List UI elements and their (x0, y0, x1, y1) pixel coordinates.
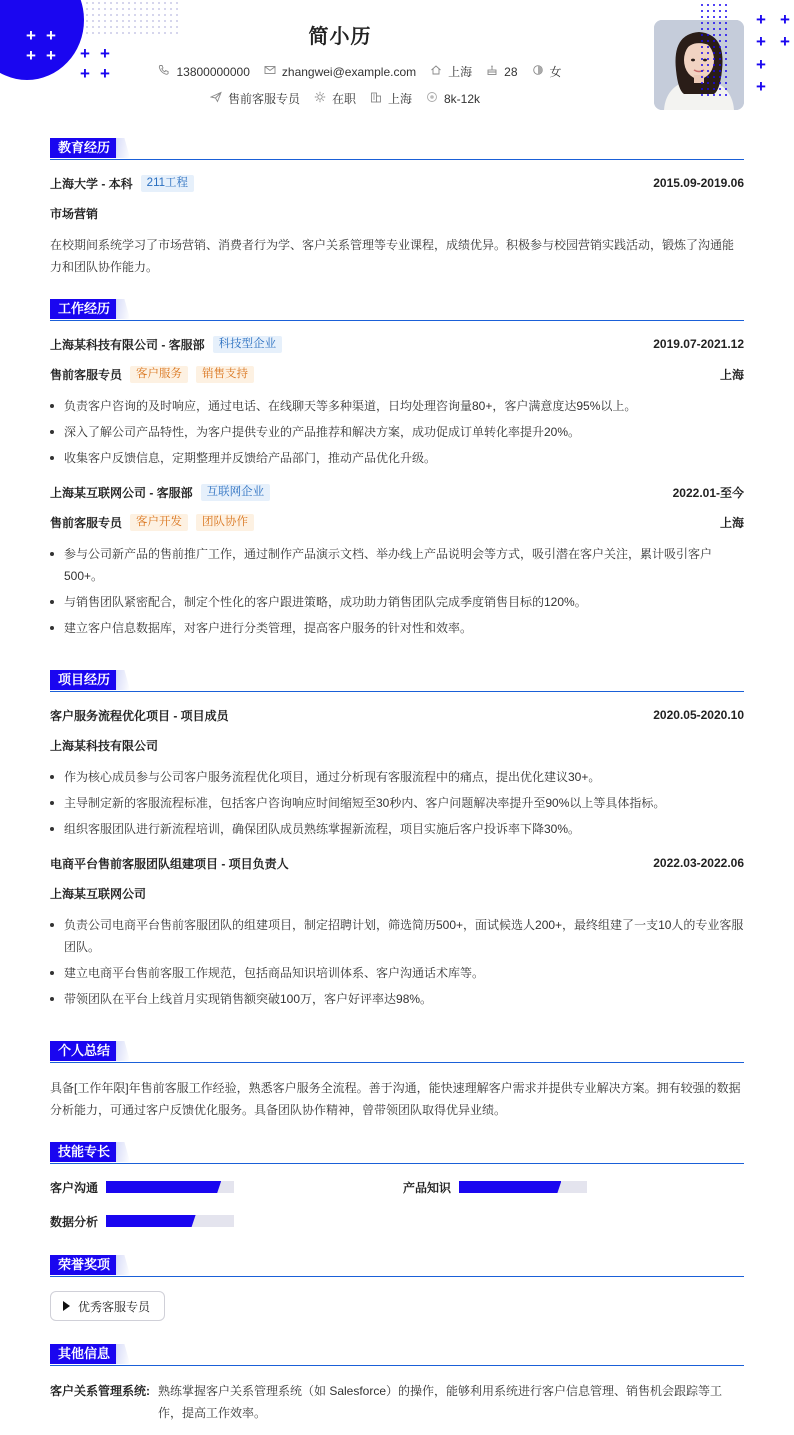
info-item (430, 63, 472, 80)
project-name-group (50, 855, 289, 872)
work-header-row (50, 483, 744, 501)
skill-bar (106, 1181, 234, 1193)
education-date: 2015.09-2019.06 (653, 176, 744, 190)
phone-icon (158, 64, 170, 79)
work-header-row (50, 335, 744, 353)
project-header-row (50, 854, 744, 872)
skill-bar (106, 1215, 234, 1227)
gender-icon (532, 64, 544, 79)
skill-bar-fill (459, 1181, 561, 1193)
project-name: 客户服务流程优化项目 - 项目成员 (50, 708, 229, 723)
avatar (654, 20, 744, 110)
plus-icon: + (756, 55, 766, 74)
skill-bar-fill (106, 1215, 196, 1227)
project-company-row (50, 736, 744, 754)
list-item: 作为核心成员参与公司客户服务流程优化项目，通过分析现有客服流程中的痛点，提出优化建议30+。 (50, 766, 744, 788)
dot-pattern (701, 4, 727, 96)
project-name-group (50, 707, 229, 724)
plus-icon: + (100, 44, 110, 63)
skill-tag: 客户开发 (130, 514, 188, 531)
work-company-group (50, 336, 282, 353)
other-value: 熟练掌握客户关系管理系统（如 Salesforce）的操作，能够利用系统进行客户信息管理、销售机会跟踪等工作，提高工作效率。 (158, 1384, 723, 1420)
list-item: 负责客户咨询的及时响应，通过电话、在线聊天等多种渠道，日均处理咨询量80+，客户满意度达95%以上。 (50, 395, 744, 417)
project-entry (50, 854, 744, 1010)
skill-name: 客户沟通 (50, 1180, 99, 1195)
list-item: 建立电商平台售前客服工作规范，包括商品知识培训体系、客户沟通话术库等。 (50, 962, 744, 984)
section-title: 工作经历 (50, 299, 118, 319)
resume-header (0, 0, 794, 120)
section-title: 其他信息 (50, 1344, 118, 1364)
info-text: 8k-12k (444, 91, 481, 106)
project-date: 2022.03-2022.06 (653, 856, 744, 870)
work-entry (50, 483, 744, 639)
project-company: 上海某互联网公司 (50, 886, 147, 901)
info-item (264, 64, 416, 79)
company-name: 上海某科技有限公司 - 客服部 (50, 337, 205, 352)
plus-icon: + (756, 77, 766, 96)
plus-icon: + (26, 46, 36, 65)
skill-bar (459, 1181, 587, 1193)
project-company-row (50, 884, 744, 902)
list-item: 负责公司电商平台售前客服团队的组建项目，制定招聘计划，筛选简历500+，面试候选人200+，最终组建了一支10人的专业客服团队。 (50, 914, 744, 958)
mail-icon (264, 64, 276, 79)
work-role-row (50, 513, 744, 531)
job-intent-row (0, 90, 680, 107)
section-title: 荣誉奖项 (50, 1255, 118, 1275)
school-name: 上海大学 - 本科 (50, 176, 133, 191)
work-city: 上海 (719, 367, 744, 382)
info-item (486, 64, 517, 79)
list-item: 深入了解公司产品特性，为客户提供专业的产品推荐和解决方案，成功促成订单转化率提升20%。 (50, 421, 744, 443)
project-company-group (50, 737, 158, 754)
company-name: 上海某互联网公司 - 客服部 (50, 485, 193, 500)
home-icon (430, 64, 442, 79)
major: 市场营销 (50, 206, 99, 221)
plus-icon: + (780, 10, 790, 29)
project-bullets (50, 914, 744, 1010)
info-item (210, 90, 300, 107)
list-item: 收集客户反馈信息，定期整理并反馈给产品部门，推动产品优化升级。 (50, 447, 744, 469)
skill-tag: 团队协作 (196, 514, 254, 531)
award-name: 优秀客服专员 (78, 1299, 151, 1314)
work-date: 2019.07-2021.12 (653, 337, 744, 351)
company-tag: 互联网企业 (201, 484, 271, 501)
building-icon (370, 91, 382, 106)
skill-name: 数据分析 (50, 1214, 99, 1229)
plus-icon: + (26, 26, 36, 45)
info-item (158, 64, 249, 79)
award-item[interactable] (50, 1291, 165, 1321)
plus-icon: + (80, 44, 90, 63)
info-text: 在职 (331, 92, 356, 106)
section-title: 个人总结 (50, 1041, 118, 1061)
skills-section (50, 1140, 744, 1230)
contact-row (0, 63, 680, 83)
company-tag: 科技型企业 (213, 336, 283, 353)
project-entry (50, 706, 744, 840)
project-date: 2020.05-2020.10 (653, 708, 744, 722)
info-item (370, 90, 412, 107)
plus-icon: + (100, 64, 110, 83)
work-bullets (50, 543, 744, 639)
send-icon (210, 91, 222, 106)
info-item (314, 90, 356, 107)
cake-icon (486, 64, 498, 79)
info-item (532, 63, 562, 80)
project-name: 电商平台售前客服团队组建项目 - 项目负责人 (50, 856, 289, 871)
info-text: 28 (504, 64, 518, 79)
work-city: 上海 (719, 515, 744, 530)
project-company-group (50, 885, 146, 902)
work-role-row (50, 365, 744, 383)
project-company: 上海某科技有限公司 (50, 738, 159, 753)
section-title: 技能专长 (50, 1142, 118, 1162)
salary-icon (426, 91, 438, 106)
candidate-name: 简小历 (308, 26, 372, 48)
info-text: 女 (549, 65, 562, 79)
list-item: 参与公司新产品的售前推广工作，通过制作产品演示文档、举办线上产品说明会等方式，吸引潜在客户关注，累计吸引客户500+。 (50, 543, 744, 587)
list-item: 主导制定新的客服流程标准，包括客户咨询响应时间缩短至30秒内、客户问题解决率提升至90%以上等具体指标。 (50, 792, 744, 814)
job-role: 售前客服专员 (50, 515, 123, 530)
plus-icon: + (80, 64, 90, 83)
work-role-group (50, 514, 254, 531)
section-title: 项目经历 (50, 670, 118, 690)
list-item: 组织客服团队进行新流程培训，确保团队成员熟练掌握新流程，项目实施后客户投诉率下降30%。 (50, 818, 744, 840)
summary-text: 具备[工作年限]年售前客服工作经验，熟悉客户服务全流程。善于沟通，能快速理解客户需求并提供专业解决方案。拥有较强的数据分析能力，可通过客户反馈优化服务。具备团队协作精神，曾带领团队取得优异业绩。 (50, 1081, 741, 1117)
project-bullets (50, 766, 744, 840)
work-entry (50, 335, 744, 469)
skill-tag: 销售支持 (196, 366, 254, 383)
plus-icon: + (756, 10, 766, 29)
education-section (50, 136, 744, 284)
education-description: 在校期间系统学习了市场营销、消费者行为学、客户关系管理等专业课程，成绩优异。积极参与校园营销实践活动，锻炼了沟通能力和团队协作能力。 (50, 238, 735, 274)
project-section (50, 668, 744, 1014)
skill-bar-fill (106, 1181, 221, 1193)
list-item: 带领团队在平台上线首月实现销售额突破100万，客户好评率达98%。 (50, 988, 744, 1010)
work-bullets (50, 395, 744, 469)
status-icon (314, 91, 326, 106)
awards-section (50, 1253, 744, 1321)
skill-item (50, 1212, 403, 1230)
project-header-row (50, 706, 744, 724)
plus-icon: + (756, 32, 766, 51)
skill-item (403, 1178, 744, 1196)
summary-section (50, 1039, 744, 1127)
other-section (50, 1342, 744, 1424)
info-item (426, 91, 480, 106)
list-item: 与销售团队紧密配合，制定个性化的客户跟进策略，成功助力销售团队完成季度销售目标的120%。 (50, 591, 744, 613)
info-text: 售前客服专员 (227, 92, 300, 106)
list-item: 建立客户信息数据库，对客户进行分类管理，提高客户服务的针对性和效率。 (50, 617, 744, 639)
work-section (50, 297, 744, 643)
plus-icon: + (780, 32, 790, 51)
other-key: 客户关系管理系统: (50, 1384, 150, 1398)
info-text: zhangwei@example.com (281, 64, 417, 79)
skill-tag: 客户服务 (130, 366, 188, 383)
school-tag: 211工程 (141, 175, 194, 192)
info-text: 上海 (448, 65, 473, 79)
work-date: 2022.01-至今 (672, 485, 744, 500)
skill-item (50, 1178, 403, 1196)
plus-icon: + (46, 46, 56, 65)
info-text: 上海 (387, 92, 412, 106)
play-icon (63, 1301, 70, 1311)
job-role: 售前客服专员 (50, 367, 123, 382)
info-text: 13800000000 (176, 64, 250, 79)
plus-icon: + (46, 26, 56, 45)
work-company-group (50, 484, 270, 501)
skill-name: 产品知识 (403, 1180, 452, 1195)
section-title: 教育经历 (50, 138, 118, 158)
work-role-group (50, 366, 254, 383)
